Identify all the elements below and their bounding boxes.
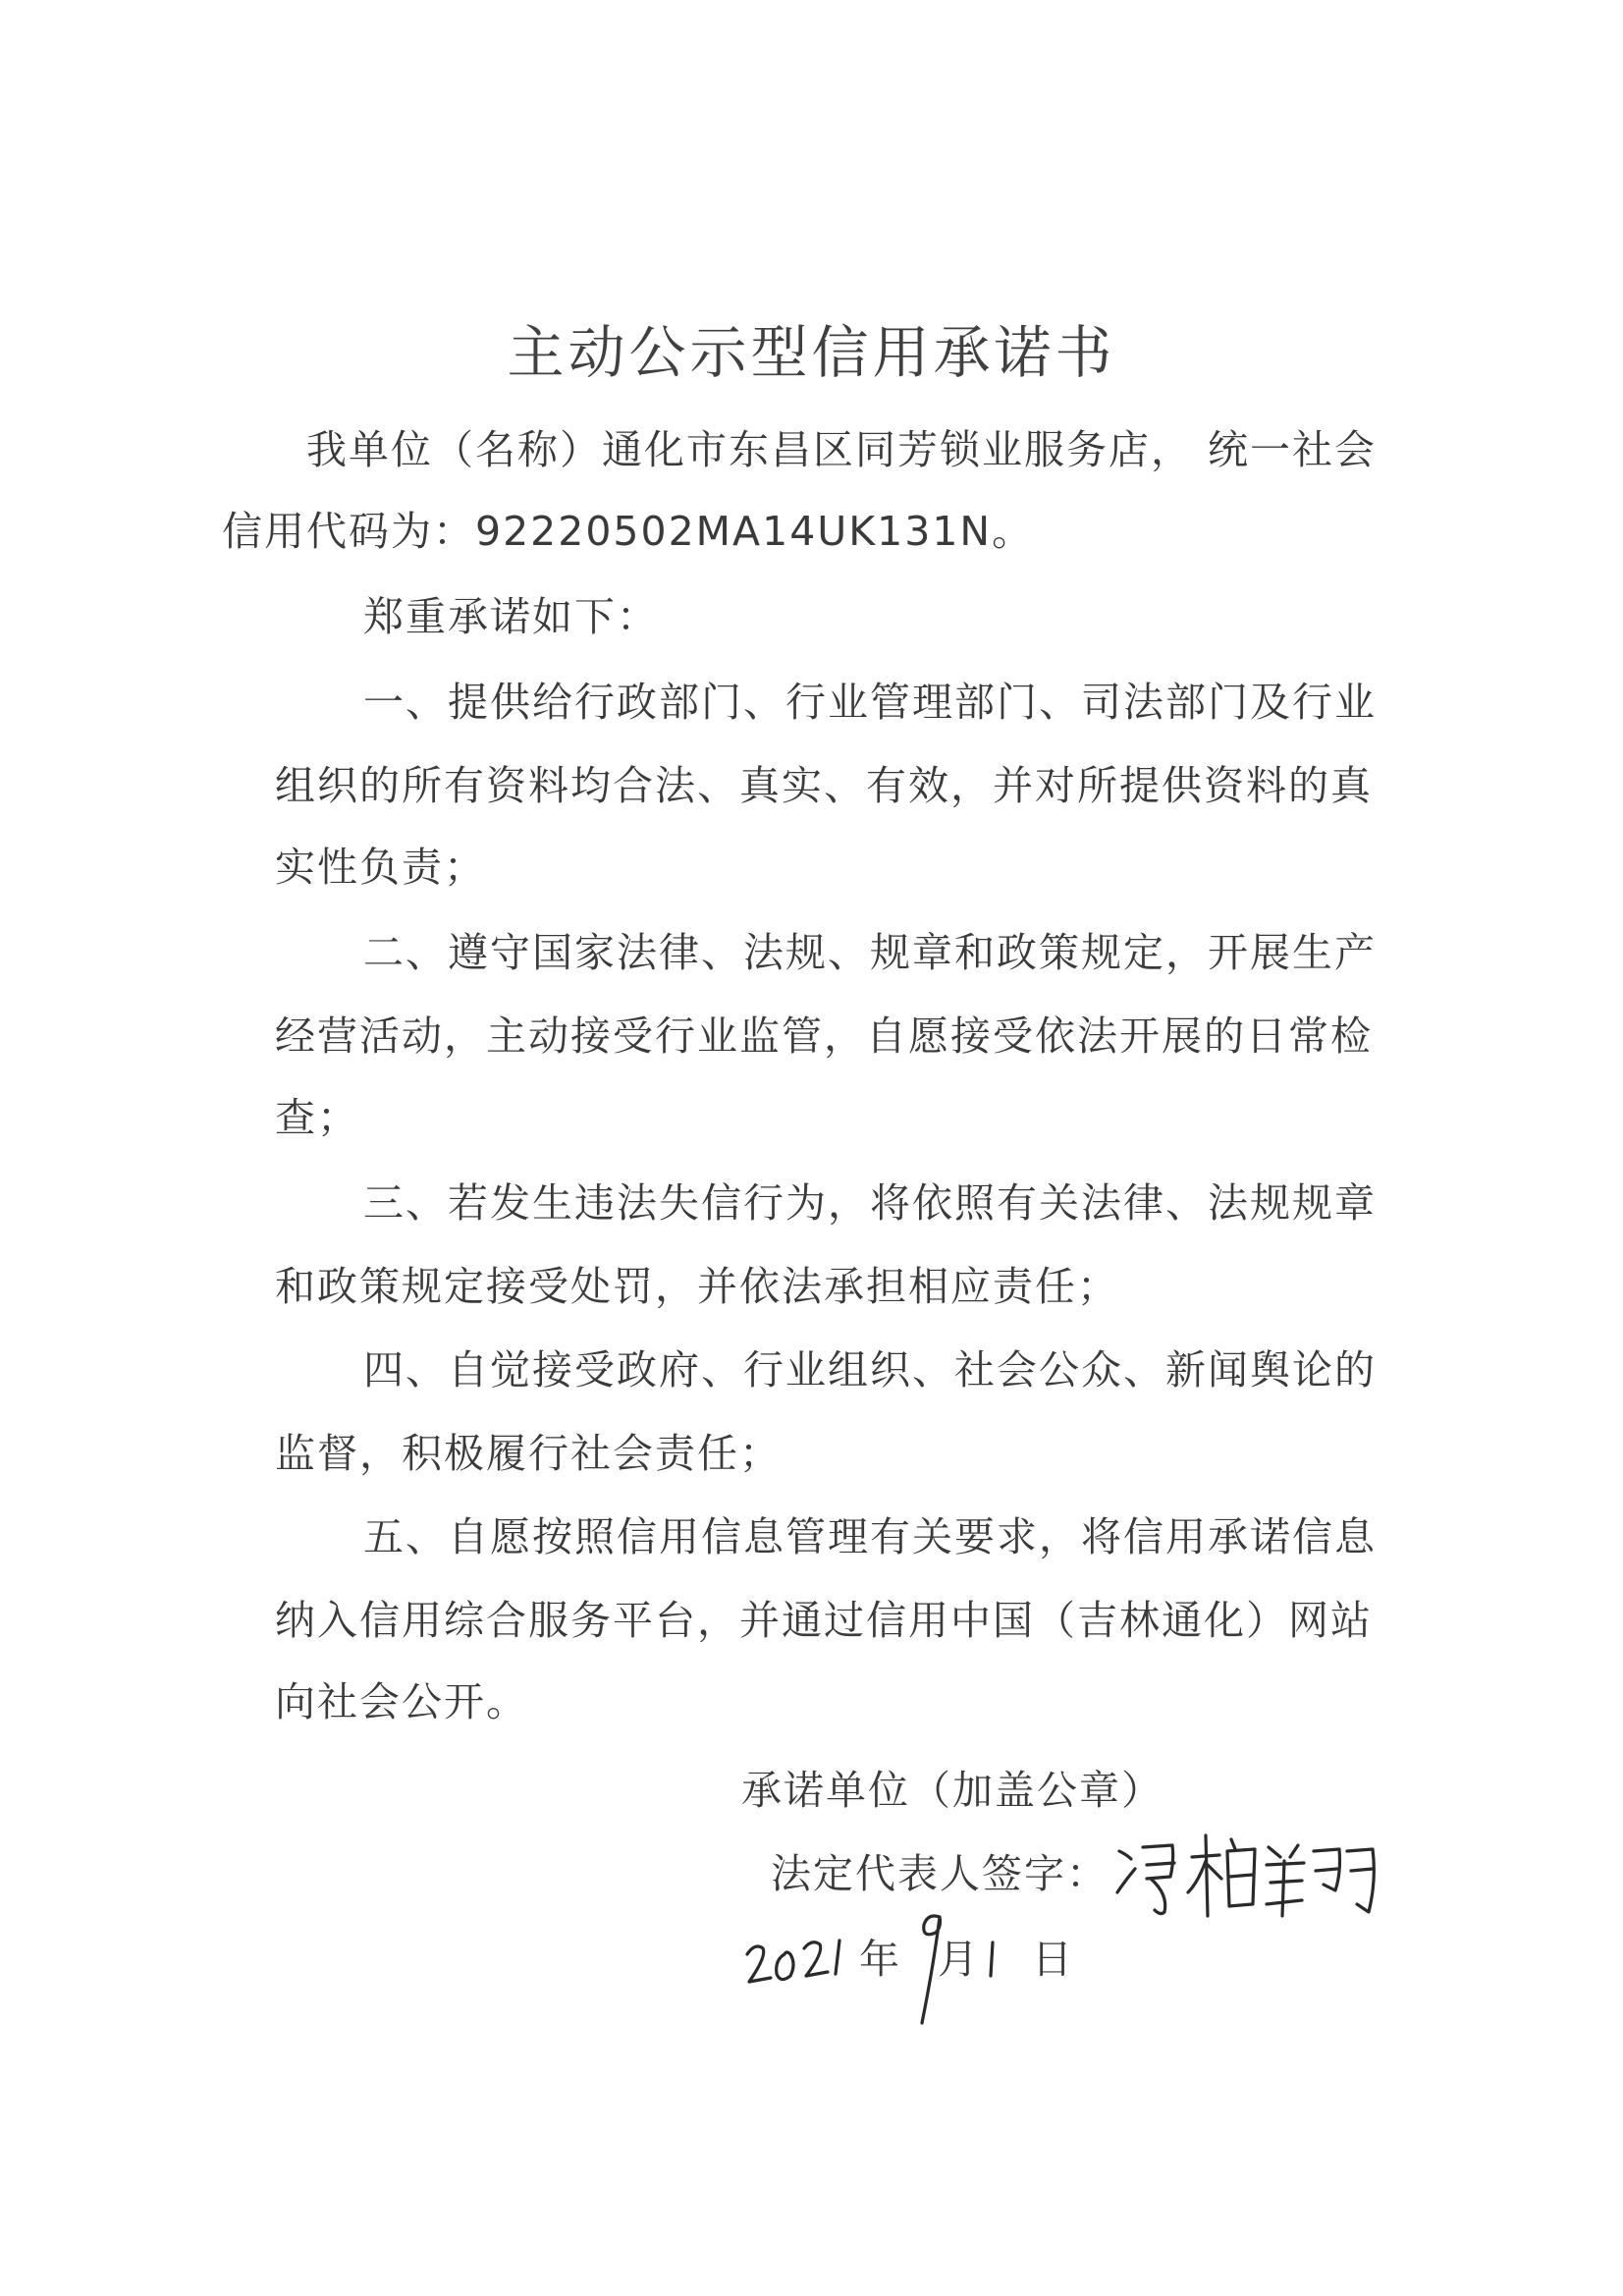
- handwritten-year: [741, 1925, 859, 1994]
- item-2-line-2: 经营活动，主动接受行业监管，自愿接受依法开展的日常检: [275, 1012, 1373, 1060]
- item-4-line-2: 监督，积极履行社会责任；: [275, 1430, 782, 1477]
- item-5-line-2: 纳入信用综合服务平台，并通过信用中国（吉林通化）网站: [275, 1597, 1373, 1644]
- item-1-line-1: 一、提供给行政部门、行业管理部门、司法部门及行业: [363, 679, 1377, 726]
- intro-line-1: 我单位（名称）通化市东昌区同芳锁业服务店， 统一社会: [306, 426, 1378, 473]
- solemn-statement: 郑重承诺如下：: [363, 593, 659, 640]
- item-5-line-1: 五、自愿按照信用信息管理有关要求，将信用承诺信息: [363, 1513, 1377, 1560]
- month-label: 月: [938, 1936, 980, 1983]
- item-3-line-1: 三、若发生违法失信行为，将依照有关法律、法规规章: [363, 1179, 1377, 1227]
- item-1-line-3: 实性负责；: [275, 844, 486, 891]
- commitment-unit-label: 承诺单位（加盖公章）: [741, 1767, 1163, 1814]
- legal-rep-label: 法定代表人签字：: [771, 1850, 1109, 1897]
- item-2-line-3: 查；: [275, 1094, 359, 1141]
- year-label: 年: [859, 1936, 901, 1983]
- handwritten-day: [983, 1935, 1002, 1984]
- item-3-line-2: 和政策规定接受处罚，并依法承担相应责任；: [275, 1263, 1119, 1310]
- item-2-line-1: 二、遵守国家法律、法规、规章和政策规定，开展生产: [363, 929, 1377, 976]
- date-line: [741, 1905, 1095, 2043]
- item-5-line-3: 向社会公开。: [275, 1678, 528, 1725]
- item-1-line-2: 组织的所有资料均合法、真实、有效，并对所提供资料的真: [275, 762, 1373, 809]
- item-4-line-1: 四、自觉接受政府、行业组织、社会公众、新闻舆论的: [363, 1346, 1377, 1394]
- document-title: 主动公示型信用承诺书: [507, 319, 1116, 386]
- intro-line-2: 信用代码为：92220502MA14UK131N。: [222, 508, 1035, 555]
- day-label: 日: [1032, 1936, 1074, 1983]
- handwritten-signature: [1111, 1822, 1386, 1930]
